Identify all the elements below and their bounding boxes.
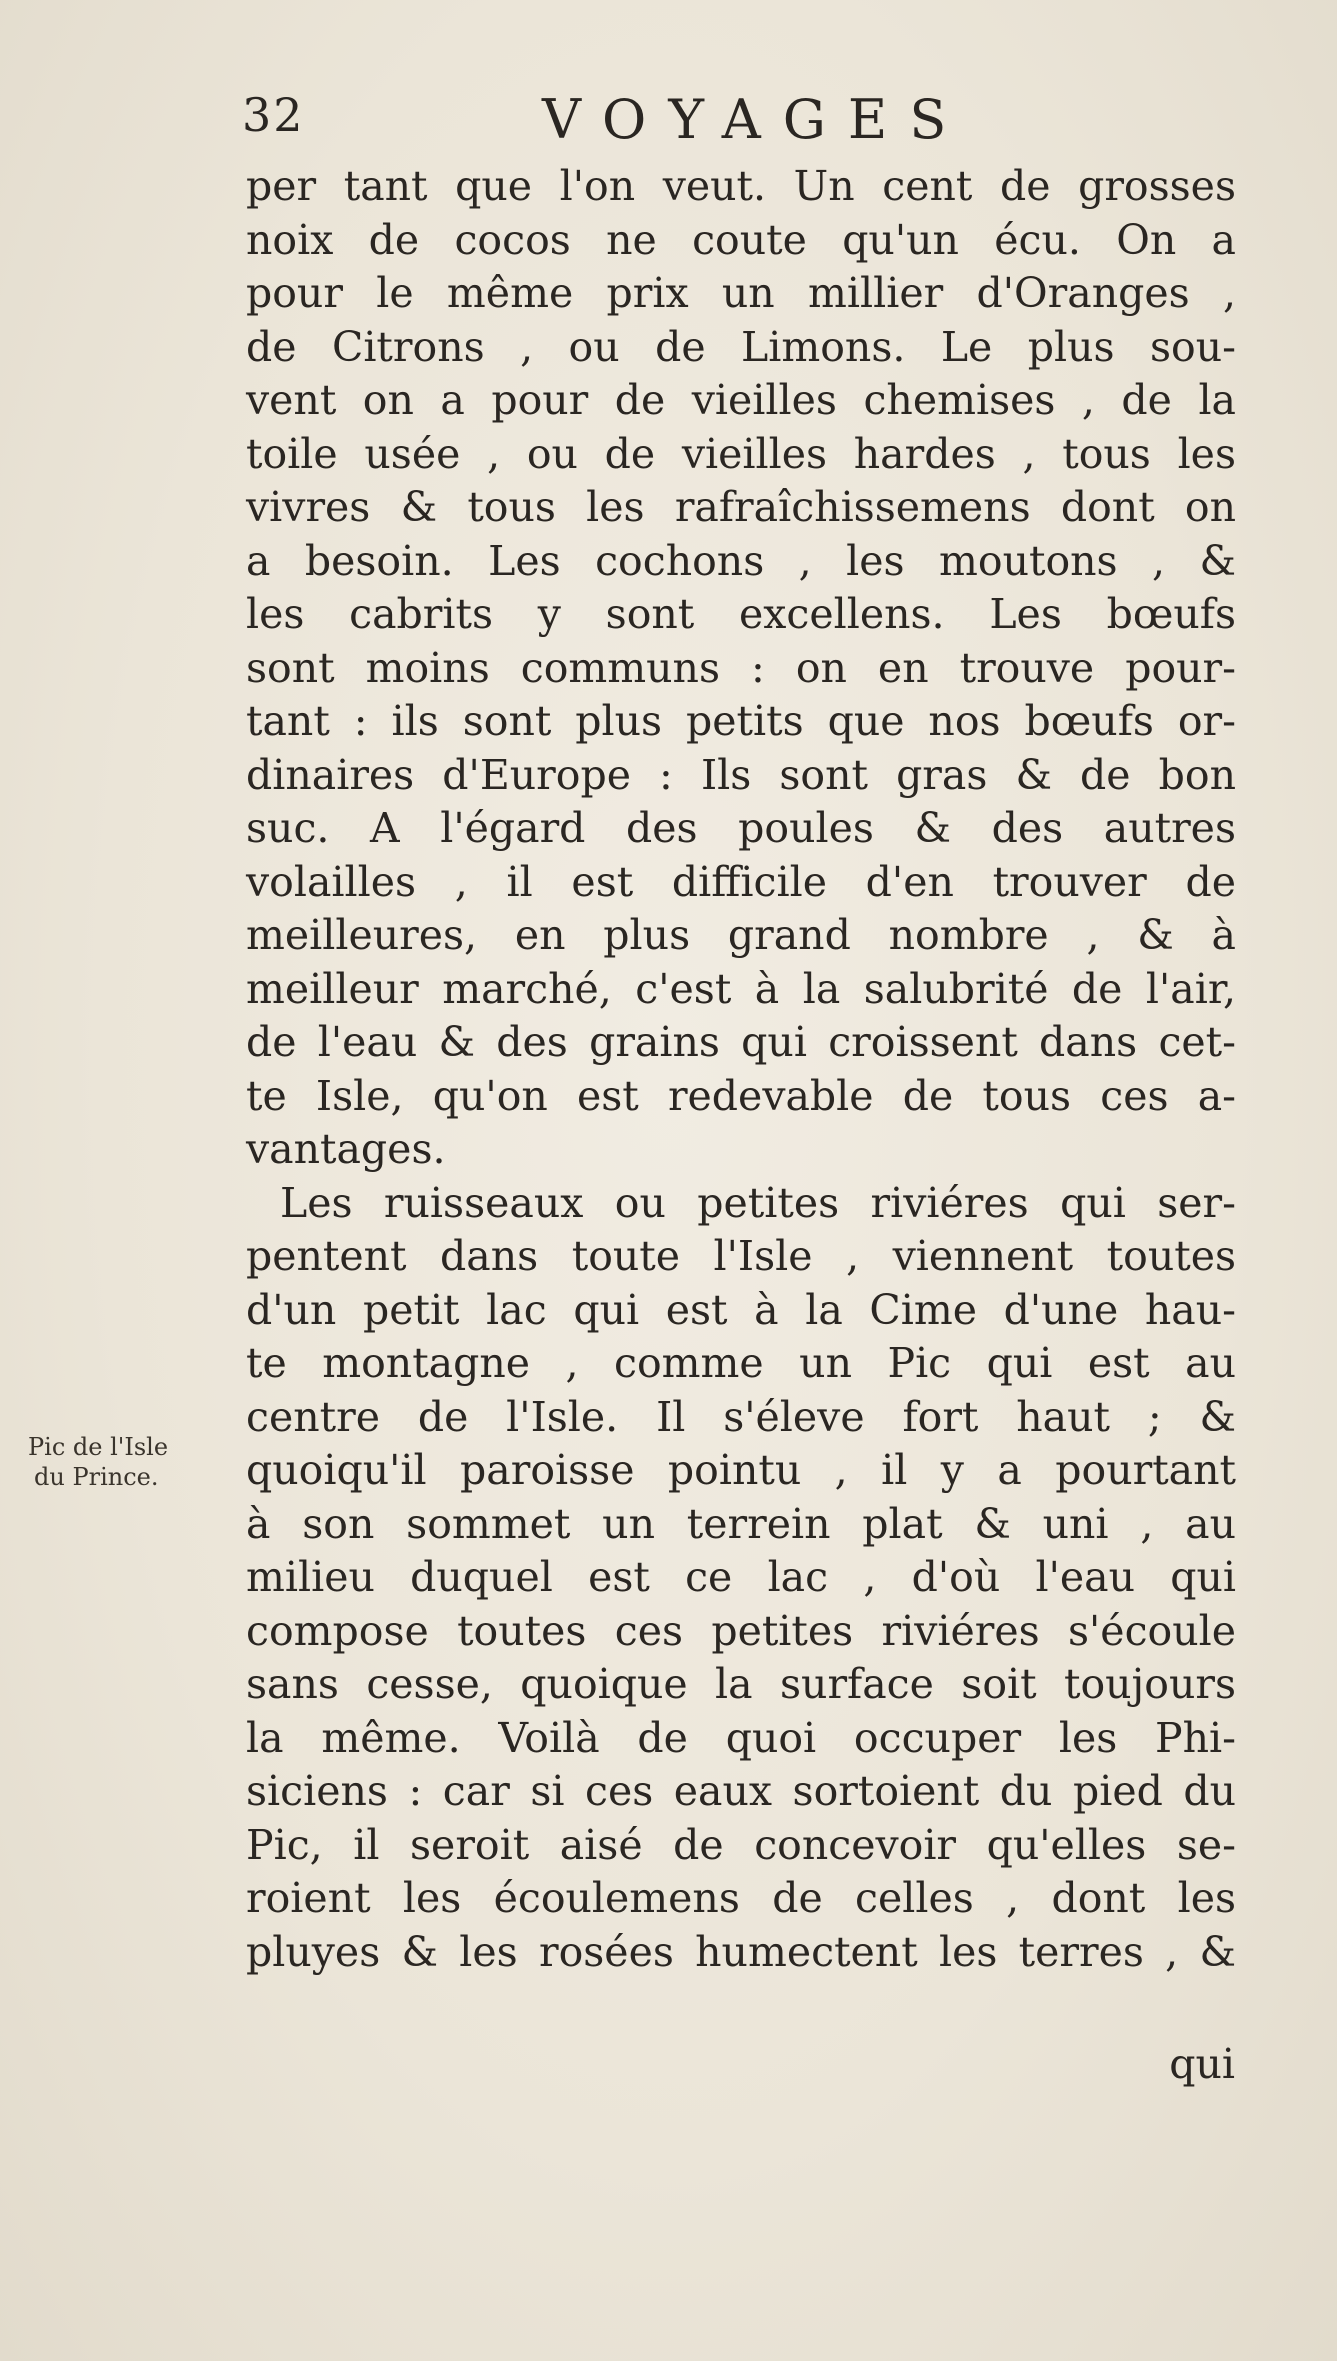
text-line: de Citrons , ou de Limons. Le plus sou- <box>246 322 1236 371</box>
text-line: meilleures, en plus grand nombre , & à <box>246 911 1236 959</box>
text-line: d'un petit lac qui est à la Cime d'une hau- <box>246 1285 1236 1334</box>
text-line: centre de l'Isle. Il s'éleve fort haut ; & <box>246 1392 1236 1441</box>
text-line: Les ruisseaux ou petites riviéres qui ser- <box>280 1178 1236 1227</box>
text-line: tant : ils sont plus petits que nos bœufs or- <box>246 697 1236 745</box>
catchword: qui <box>1169 2040 1235 2088</box>
margin-note <box>28 1432 168 1492</box>
text-line: sont moins communs : on en trouve pour- <box>246 643 1236 692</box>
body-text <box>246 160 1236 1979</box>
text-line: meilleur marché, c'est à la salubrité de l'air, <box>246 964 1236 1013</box>
text-line: pentent dans toute l'Isle , viennent toutes <box>246 1232 1236 1280</box>
text-line: milieu duquel est ce lac , d'où l'eau qui <box>246 1553 1236 1601</box>
text-line: compose toutes ces petites riviéres s'écoule <box>246 1606 1236 1655</box>
text-line: roient les écoulemens de celles , dont les <box>246 1874 1236 1922</box>
text-line: volailles , il est difficile d'en trouver de <box>246 857 1236 906</box>
running-head: VOYAGES <box>542 88 969 151</box>
text-line: les cabrits y sont excellens. Les bœufs <box>246 590 1236 638</box>
text-line: noix de cocos ne coute qu'un écu. On a <box>246 215 1236 264</box>
page-number: 32 <box>242 88 305 142</box>
text-line: vivres & tous les rafraîchissemens dont on <box>246 483 1236 531</box>
text-line: vantages. <box>246 1125 446 1173</box>
text-line: siciens : car si ces eaux sortoient du pied du <box>246 1767 1236 1815</box>
text-line: te montagne , comme un Pic qui est au <box>246 1339 1236 1387</box>
text-line: vent on a pour de vieilles chemises , de la <box>246 376 1236 424</box>
text-line: dinaires d'Europe : Ils sont gras & de bon <box>246 750 1236 799</box>
text-line: a besoin. Les cochons , les moutons , & <box>246 536 1236 585</box>
margin-note-line: du Prince. <box>34 1463 159 1491</box>
text-line: te Isle, qu'on est redevable de tous ces a- <box>246 1071 1236 1120</box>
text-line: pluyes & les rosées humectent les terres , & <box>246 1927 1236 1976</box>
text-line: per tant que l'on veut. Un cent de grosses <box>246 162 1236 210</box>
text-line: de l'eau & des grains qui croissent dans cet- <box>246 1018 1236 1066</box>
text-line: sans cesse, quoique la surface soit toujours <box>246 1660 1236 1708</box>
text-line: pour le même prix un millier d'Oranges , <box>246 269 1236 317</box>
margin-note-line: Pic de l'Isle <box>28 1433 169 1461</box>
text-line: suc. A l'égard des poules & des autres <box>246 804 1236 852</box>
text-line: toile usée , ou de vieilles hardes , tous les <box>246 429 1236 478</box>
text-line: quoiqu'il paroisse pointu , il y a pourtant <box>246 1446 1236 1494</box>
text-line: Pic, il seroit aisé de concevoir qu'elles se- <box>246 1820 1236 1869</box>
text-line: à son sommet un terrein plat & uni , au <box>246 1499 1236 1548</box>
text-line: la même. Voilà de quoi occuper les Phi- <box>246 1713 1236 1762</box>
